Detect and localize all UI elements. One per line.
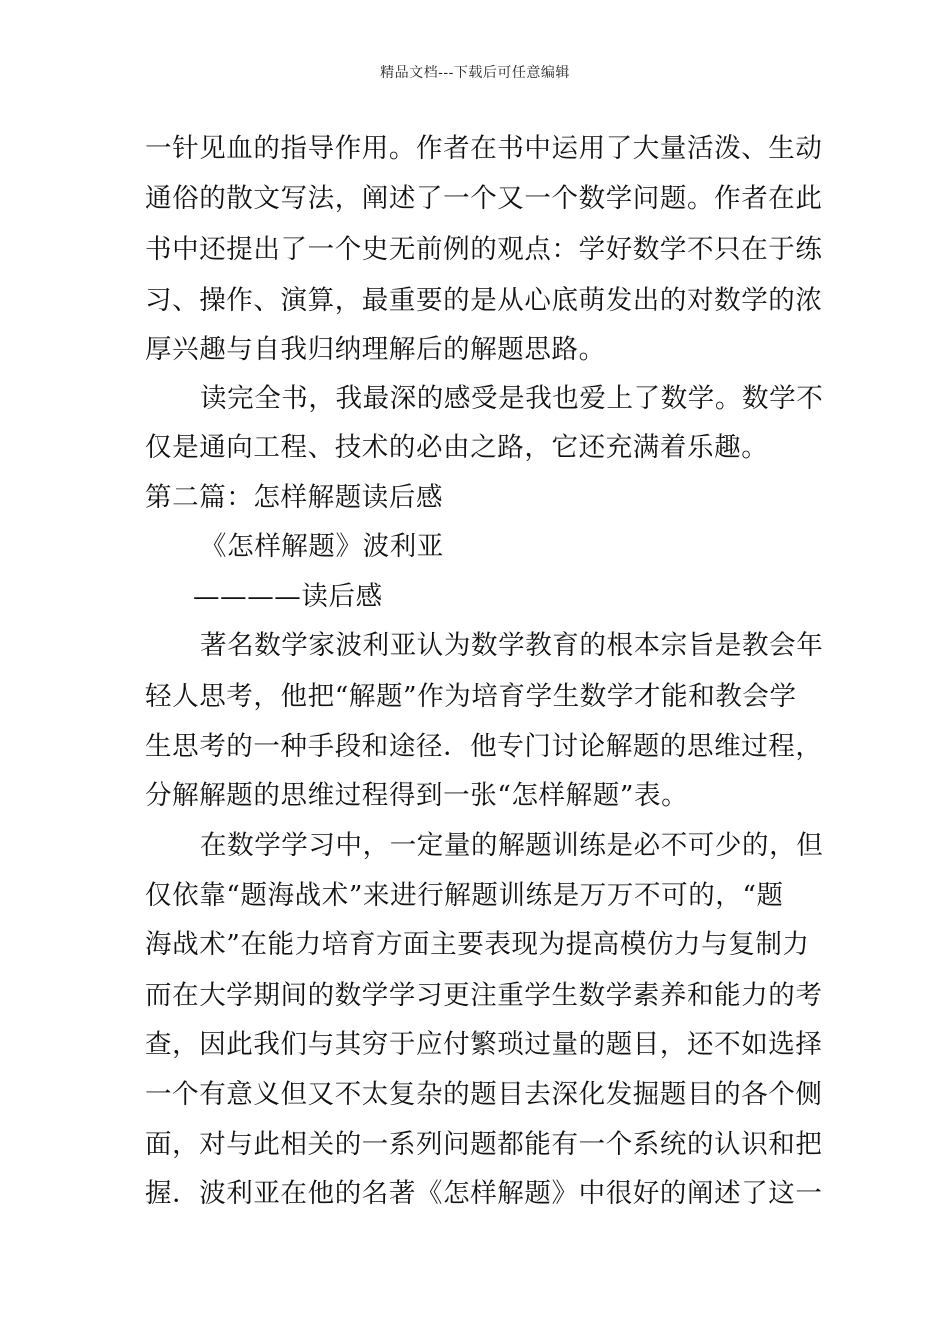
subtitle-line: ————读后感: [193, 581, 383, 612]
text-line: 分解解题的思维过程得到一张“怎样解题”表。: [145, 780, 689, 811]
text-line: 查，因此我们与其穷于应付繁琐过量的题目，还不如选择: [145, 1029, 823, 1060]
text-line: 海战术”在能力培育方面主要表现为提高模仿力与复制力: [145, 929, 810, 960]
text-line: 生思考的一种手段和途径．他专门讨论解题的思维过程，: [145, 731, 823, 762]
text-line: 厚兴趣与自我归纳理解后的解题思路。: [145, 334, 606, 365]
text-line: 仅是通向工程、技术的必由之路，它还充满着乐趣。: [145, 432, 769, 463]
text-line: 仅依靠“题海战术”来进行解题训练是万万不可的，“题: [145, 880, 784, 911]
text-line: 习、操作、演算，最重要的是从心底萌发出的对数学的浓: [145, 285, 823, 316]
book-title-line: 《怎样解题》波利亚: [200, 531, 444, 562]
text-line: 通俗的散文写法，阐述了一个又一个数学问题。作者在此: [145, 183, 823, 214]
text-line: 读完全书，我最深的感受是我也爱上了数学。数学不: [200, 383, 824, 414]
text-line: 在数学学习中，一定量的解题训练是必不可少的，但: [200, 830, 824, 861]
section-heading: 第二篇：怎样解题读后感: [145, 482, 444, 513]
text-line: 一针见血的指导作用。作者在书中运用了大量活泼、生动: [145, 133, 823, 164]
text-line: 轻人思考，他把“解题”作为培育学生数学才能和教会学: [145, 681, 797, 712]
text-line: 一个有意义但又不太复杂的题目去深化发掘题目的各个侧: [145, 1079, 823, 1110]
text-line: 书中还提出了一个史无前例的观点：学好数学不只在于练: [145, 234, 823, 265]
text-line: 面，对与此相关的一系列问题都能有一个系统的认识和把: [145, 1129, 823, 1160]
page-header: 精品文档---下载后可任意编辑: [380, 65, 570, 81]
text-line: 握．波利亚在他的名著《怎样解题》中很好的阐述了这一: [145, 1178, 823, 1209]
text-line: 而在大学期间的数学学习更注重学生数学素养和能力的考: [145, 980, 823, 1011]
text-line: 著名数学家波利亚认为数学教育的根本宗旨是教会年: [200, 630, 824, 661]
